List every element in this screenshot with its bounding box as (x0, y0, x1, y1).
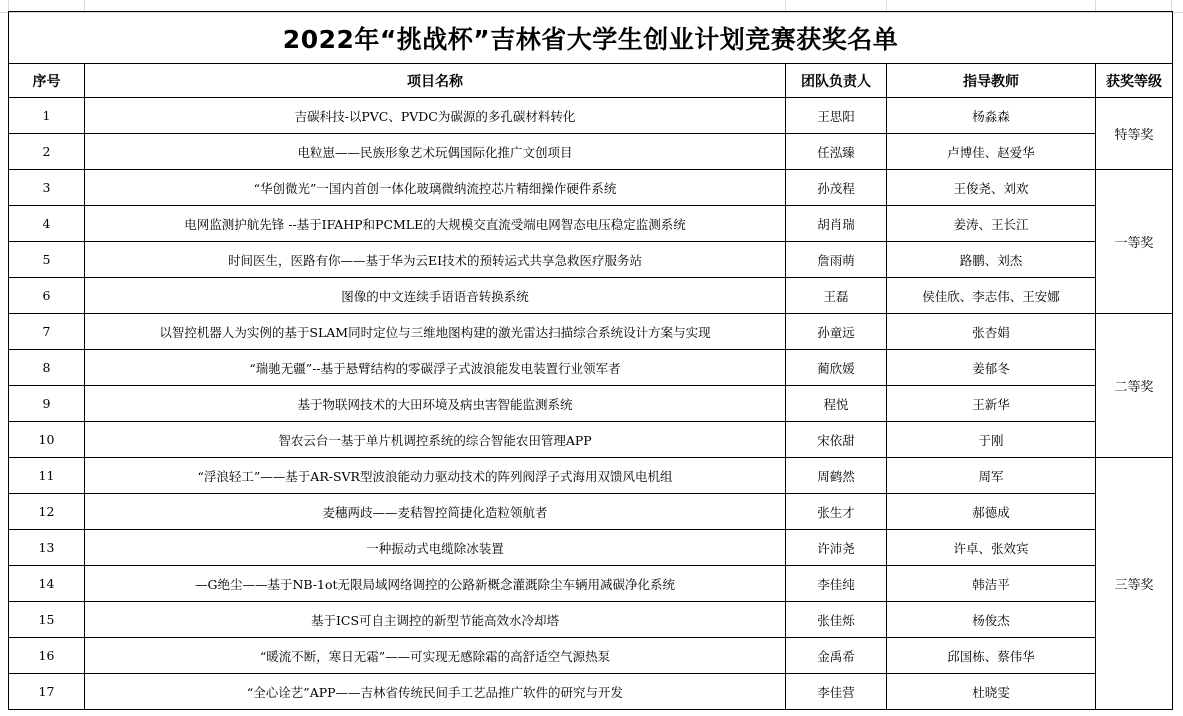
header-index: 序号 (9, 64, 85, 98)
advisor: 邱国栋、蔡伟华 (887, 638, 1096, 674)
project-name: 一种振动式电缆除冰装置 (85, 530, 786, 566)
table-row (9, 494, 1173, 530)
advisor: 周军 (887, 458, 1096, 494)
award-level-third: 三等奖 (1096, 458, 1173, 710)
advisor: 路鹏、刘杰 (887, 242, 1096, 278)
row-index: 13 (9, 530, 85, 566)
team-leader: 李佳营 (786, 674, 887, 710)
table-row (9, 602, 1173, 638)
row-index: 14 (9, 566, 85, 602)
award-level-first: 一等奖 (1096, 170, 1173, 314)
advisor: 卢博佳、赵爱华 (887, 134, 1096, 170)
project-name: “全心诠艺”APP——吉林省传统民间手工艺品推广软件的研究与开发 (85, 674, 786, 710)
award-level-second: 二等奖 (1096, 314, 1173, 458)
advisor: 韩洁平 (887, 566, 1096, 602)
advisor: 王俊尧、刘欢 (887, 170, 1096, 206)
project-name: “暖流不断，寒日无霜”——可实现无感除霜的高舒适空气源热泵 (85, 638, 786, 674)
row-index: 17 (9, 674, 85, 710)
row-index: 8 (9, 350, 85, 386)
advisor: 杜晓雯 (887, 674, 1096, 710)
page-title: 2022年“挑战杯”吉林省大学生创业计划竞赛获奖名单 (9, 12, 1173, 64)
header-award-level: 获奖等级 (1096, 64, 1173, 98)
advisor: 姜涛、王长江 (887, 206, 1096, 242)
advisor: 郝德成 (887, 494, 1096, 530)
team-leader: 金禹希 (786, 638, 887, 674)
row-index: 16 (9, 638, 85, 674)
project-name: —G绝尘——基于NB-1ot无限局域网络调控的公路新概念灌溉除尘车辆用减碳净化系统 (85, 566, 786, 602)
advisor: 张杏娟 (887, 314, 1096, 350)
row-index: 2 (9, 134, 85, 170)
project-name: 电网监测护航先锋 --基于IFAHP和PCMLE的大规模交直流受端电网智态电压稳定监测系统 (85, 206, 786, 242)
team-leader: 宋依甜 (786, 422, 887, 458)
advisor: 杨俊杰 (887, 602, 1096, 638)
team-leader: 孙童远 (786, 314, 887, 350)
table-row (9, 458, 1173, 494)
table-row (9, 386, 1173, 422)
advisor: 于刚 (887, 422, 1096, 458)
project-name: 麦穗两歧——麦秸智控简捷化造粒领航者 (85, 494, 786, 530)
row-index: 7 (9, 314, 85, 350)
team-leader: 王思阳 (786, 98, 887, 134)
table-row (9, 422, 1173, 458)
team-leader: 孙茂程 (786, 170, 887, 206)
advisor: 杨淼森 (887, 98, 1096, 134)
team-leader: 张佳烁 (786, 602, 887, 638)
team-leader: 王磊 (786, 278, 887, 314)
award-level-special: 特等奖 (1096, 98, 1173, 170)
table-row (9, 98, 1173, 134)
advisor: 侯佳欣、李志伟、王安娜 (887, 278, 1096, 314)
team-leader: 张生才 (786, 494, 887, 530)
table-row (9, 134, 1173, 170)
header-row (9, 64, 1173, 98)
table-row (9, 674, 1173, 710)
row-index: 15 (9, 602, 85, 638)
title-row (9, 12, 1173, 64)
project-name: 时间医生，医路有你——基于华为云EI技术的预转运式共享急救医疗服务站 (85, 242, 786, 278)
table-row (9, 314, 1173, 350)
row-index: 6 (9, 278, 85, 314)
team-leader: 詹雨萌 (786, 242, 887, 278)
advisor: 姜郁冬 (887, 350, 1096, 386)
advisor: 王新华 (887, 386, 1096, 422)
row-index: 12 (9, 494, 85, 530)
row-index: 3 (9, 170, 85, 206)
row-index: 1 (9, 98, 85, 134)
row-index: 4 (9, 206, 85, 242)
row-index: 11 (9, 458, 85, 494)
project-name: “华创微光”一国内首创一体化玻璃微纳流控芯片精细操作硬件系统 (85, 170, 786, 206)
team-leader: 李佳纯 (786, 566, 887, 602)
team-leader: 任泓臻 (786, 134, 887, 170)
header-team-leader: 团队负责人 (786, 64, 887, 98)
header-advisor: 指导教师 (887, 64, 1096, 98)
table-row (9, 206, 1173, 242)
project-name: 以智控机器人为实例的基于SLAM同时定位与三维地图构建的激光雷达扫描综合系统设计方案与实现 (85, 314, 786, 350)
project-name: 基于物联网技术的大田环境及病虫害智能监测系统 (85, 386, 786, 422)
award-table (8, 11, 1173, 710)
team-leader: 周鹤然 (786, 458, 887, 494)
project-name: 基于ICS可自主调控的新型节能高效水冷却塔 (85, 602, 786, 638)
project-name: 图像的中文连续手语语音转换系统 (85, 278, 786, 314)
project-name: 电粒崽——民族形象艺术玩偶国际化推广文创项目 (85, 134, 786, 170)
team-leader: 胡肖瑞 (786, 206, 887, 242)
project-name: 智农云台一基于单片机调控系统的综合智能农田管理APP (85, 422, 786, 458)
team-leader: 程悦 (786, 386, 887, 422)
row-index: 10 (9, 422, 85, 458)
advisor: 许卓、张效宾 (887, 530, 1096, 566)
team-leader: 许沛尧 (786, 530, 887, 566)
project-name: “浮浪轻工”——基于AR-SVR型波浪能动力驱动技术的阵列阀浮子式海用双馈风电机组 (85, 458, 786, 494)
table-row (9, 566, 1173, 602)
row-index: 5 (9, 242, 85, 278)
table-row (9, 350, 1173, 386)
table-row (9, 170, 1173, 206)
project-name: “瑞驰无疆”--基于悬臂结构的零碳浮子式波浪能发电装置行业领军者 (85, 350, 786, 386)
row-index: 9 (9, 386, 85, 422)
table-row (9, 242, 1173, 278)
team-leader: 蔺欣媛 (786, 350, 887, 386)
table-row (9, 638, 1173, 674)
project-name: 吉碳科技-以PVC、PVDC为碳源的多孔碳材料转化 (85, 98, 786, 134)
table-row (9, 278, 1173, 314)
table-row (9, 530, 1173, 566)
header-project-name: 项目名称 (85, 64, 786, 98)
